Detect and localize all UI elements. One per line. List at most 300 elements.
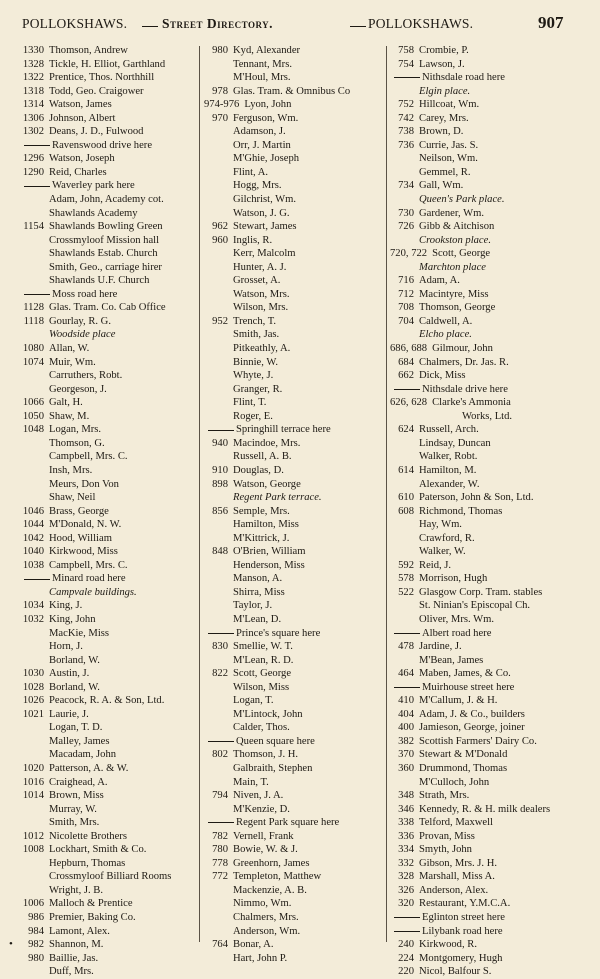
house-number: 1006 [22,898,44,910]
directory-entry [20,342,196,356]
directory-entry-continued [204,694,382,708]
occupant-name: Shirra, Miss [233,586,285,598]
directory-entry-continued [204,58,382,72]
directory-entry [390,44,590,58]
directory-entry [390,505,590,519]
directory-entry [20,518,196,532]
directory-entry [20,125,196,139]
directory-entry-continued [20,450,196,464]
directory-entry-continued [204,166,382,180]
occupant-name: Crossmyloof Mission hall [49,234,160,246]
directory-entry [390,762,590,776]
occupant-name: Lyon, John [244,99,292,111]
occupant-name: Hepburn, Thomas [49,857,126,869]
house-number: 974-976 [204,99,240,111]
directory-entry-continued [204,532,382,546]
house-number: 898 [212,478,228,490]
column-divider [386,46,387,942]
house-number: 1314 [22,99,44,111]
place-name: Elgin place. [419,85,471,97]
directory-entry-continued [390,437,590,451]
directory-entry-continued [390,776,590,790]
occupant-name: Adam, John, Academy cot. [49,194,164,206]
page-header [0,0,600,42]
occupant-name: M'Callum, J. & H. [419,695,498,707]
directory-entry-continued [204,207,382,221]
cross-street-label [390,383,508,397]
directory-entry-continued [20,803,196,817]
occupant-name: Lawson, J. [419,58,465,70]
occupant-name: Henderson, Miss [233,559,305,571]
occupant-name: Glas. Tram. & Omnibus Co [233,85,351,97]
directory-entry [390,708,590,722]
directory-entry [204,220,382,234]
occupant-name: Chalmers, Dr. Jas. R. [419,356,509,368]
place-name: Woodside place [49,329,116,341]
house-number: 1008 [22,844,44,856]
section-heading [390,328,590,342]
directory-entry-continued [390,532,590,546]
directory-entry [20,220,196,234]
cross-street-rule [394,917,420,918]
occupant-name: Roger, E. [233,410,273,422]
house-number: 778 [212,857,228,869]
house-number: 626, 628 [390,397,428,409]
directory-entry-continued [204,369,382,383]
directory-entry-continued [204,708,382,722]
directory-entry [20,44,196,58]
cross-street [20,179,196,193]
cross-street [20,288,196,302]
cross-street-rule [394,389,420,390]
occupant-name: Shawlands Estab. Church [49,248,158,260]
occupant-name: O'Brien, William [233,546,306,558]
occupant-name: Duff, Mrs. [49,966,94,978]
occupant-name: Bonar, A. [233,939,274,951]
occupant-name: Gibb & Aitchison [419,221,495,233]
place-name: Campvale buildings. [49,586,137,598]
directory-entry [390,830,590,844]
directory-entry [9,938,196,952]
house-number: 662 [398,370,414,382]
occupant-name: Brown, Miss [49,790,104,802]
section-heading [390,193,590,207]
occupant-name: Pitkeathly, A. [233,343,291,355]
directory-entry [20,667,196,681]
occupant-name: Hamilton, M. [419,464,477,476]
directory-entry-continued [204,586,382,600]
directory-entry [20,830,196,844]
cross-street-rule [24,579,50,580]
directory-entry [390,315,590,329]
directory-column-3 [390,44,590,978]
occupant-name: Calder, Thos. [233,722,290,734]
directory-entry-continued [204,721,382,735]
house-number: 370 [398,749,414,761]
directory-entry-continued [20,234,196,248]
cross-street-name: Waverley park here [52,180,135,192]
directory-column-1 [9,44,196,978]
directory-entry [20,85,196,99]
cross-street-label [20,139,152,153]
section-heading [20,328,196,342]
occupant-name: Watson, George [233,478,301,490]
directory-entry-continued [20,478,196,492]
occupant-name: Ferguson, Wm. [233,112,299,124]
directory-entry [204,437,382,451]
directory-entry [390,112,590,126]
occupant-name: Morrison, Hugh [419,573,488,585]
house-number: 1322 [22,72,44,84]
directory-entry-continued [20,274,196,288]
occupant-name: Hunter, A. J. [233,261,287,273]
house-number: 970 [212,112,228,124]
directory-entry-continued [204,261,382,275]
occupant-name: Vernell, Frank [233,830,294,842]
directory-entry [20,58,196,72]
directory-entry [20,505,196,519]
directory-entry [390,98,590,112]
occupant-name: Whyte, J. [233,370,274,382]
directory-entry-continued [20,735,196,749]
cross-street [204,627,382,641]
house-number: 712 [398,288,414,300]
occupant-name: Gall, Wm. [419,180,464,192]
cross-street-label [390,925,503,939]
directory-entry [390,789,590,803]
house-number: 982 [28,939,44,951]
occupant-name: Gibson, Mrs. J. H. [419,857,497,869]
occupant-name: Telford, Maxwell [419,817,493,829]
directory-entry [204,870,382,884]
directory-entry [20,423,196,437]
occupant-name: King, J. [49,600,83,612]
cross-street-name: Nithsdale road here [422,72,505,84]
directory-entry [204,505,382,519]
house-number: 848 [212,546,228,558]
directory-entry-continued [204,762,382,776]
cross-street-rule [394,931,420,932]
cross-street [20,139,196,153]
running-head-right: POLLOKSHAWS. [368,16,474,31]
house-number: 608 [398,505,414,517]
occupant-name: Richmond, Thomas [419,505,503,517]
house-number: 704 [398,315,414,327]
occupant-name: Georgeson, J. [49,383,107,395]
directory-entry-continued [204,925,382,939]
occupant-name: Kennedy, R. & H. milk dealers [419,803,551,815]
house-number: 1290 [22,166,44,178]
house-number: 1016 [22,776,44,788]
occupant-name: Wright, J. B. [49,884,104,896]
directory-entry [20,396,196,410]
house-number: 1046 [22,505,44,517]
directory-entry [390,586,590,600]
occupant-name: Greenhorn, James [233,857,310,869]
occupant-name: Binnie, W. [233,356,279,368]
occupant-name: M'Lean, D. [233,613,282,625]
directory-entry-continued [204,613,382,627]
occupant-name: Smellie, W. T. [233,641,293,653]
directory-entry [390,464,590,478]
occupant-name: Montgomery, Hugh [419,952,503,964]
occupant-name: Lindsay, Duncan [419,437,491,449]
house-number: 726 [398,221,414,233]
occupant-name: Provan, Miss [419,830,475,842]
directory-entry-continued [20,721,196,735]
occupant-name: Brass, George [49,505,109,517]
occupant-name: Tennant, Mrs. [233,58,292,70]
house-number: 742 [398,112,414,124]
occupant-name: Kirkwood, Miss [49,546,118,558]
occupant-name: Chalmers, Mrs. [233,912,299,923]
directory-entry [20,152,196,166]
directory-entry-continued [20,369,196,383]
house-number: 1026 [22,695,44,707]
house-number: 730 [398,207,414,219]
occupant-name: Insh, Mrs. [49,464,93,476]
house-number: 404 [398,708,414,720]
occupant-name: Nicolette Brothers [49,830,127,842]
occupant-name: M'Donald, N. W. [49,519,122,531]
directory-entry [20,762,196,776]
house-number: 1050 [22,410,44,422]
cross-street-name: Minard road here [52,573,126,585]
directory-entry [20,71,196,85]
directory-entry-continued [390,545,590,559]
occupant-name: Gourlay, R. G. [49,315,111,327]
house-number: 522 [398,586,414,598]
house-number: 984 [28,925,44,937]
occupant-name: Alexander, W. [419,478,480,490]
occupant-name: Hay, Wm. [419,519,462,531]
directory-entry-continued [204,599,382,613]
directory-entry-continued [204,328,382,342]
house-number: 1021 [22,708,44,720]
occupant-name: Glas. Tram. Co. Cab Office [49,302,166,314]
house-number: 1066 [22,397,44,409]
house-number: 758 [398,45,414,56]
occupant-name: St. Ninian's Episcopal Ch. [419,600,531,612]
house-number: 1034 [22,600,44,612]
occupant-name: Paterson, John & Son, Ltd. [419,492,534,504]
directory-entry [20,681,196,695]
house-number: 382 [398,735,414,747]
house-number: 610 [398,492,414,504]
house-number: 220 [398,966,414,978]
house-number: 1154 [23,221,44,233]
house-number: 764 [212,939,228,951]
directory-entry-continued [204,274,382,288]
cross-street-rule [394,77,420,78]
house-number: 1302 [22,126,44,138]
directory-entry-continued [20,627,196,641]
cross-street-name: Ravenswood drive here [52,139,153,151]
directory-entry-continued [390,152,590,166]
directory-entry [20,599,196,613]
directory-entry [20,545,196,559]
house-number: 738 [398,126,414,138]
house-number: 332 [398,857,414,869]
occupant-name: Borland, W. [49,654,100,666]
house-number: 708 [398,302,414,314]
directory-entry-continued [390,450,590,464]
cross-street-name: Eglinton street here [422,912,505,923]
directory-entry [20,559,196,573]
house-number: 624 [398,424,414,436]
directory-entry [390,721,590,735]
occupant-name: Crombie, P. [419,45,469,56]
house-number: 464 [398,668,414,680]
occupant-name: Logan, T. [233,695,274,707]
directory-entry [20,911,196,925]
house-number: 754 [398,58,414,70]
cross-street-name: Regent Park square here [236,817,340,829]
directory-entry [390,857,590,871]
occupant-name: Currie, Jas. S. [419,139,479,151]
occupant-name: Crawford, R. [419,532,475,544]
cross-street [390,681,590,695]
occupant-name: Campbell, Mrs. C. [49,559,128,571]
occupant-name: Lockhart, Smith & Co. [49,844,147,856]
occupant-name: M'Houl, Mrs. [233,72,291,84]
directory-entry [204,843,382,857]
house-number: 336 [398,830,414,842]
section-heading [390,261,590,275]
directory-entry [204,234,382,248]
house-number: 1032 [22,613,44,625]
directory-entry-continued [20,640,196,654]
cross-street [390,627,590,641]
directory-entry [20,410,196,424]
directory-entry [390,179,590,193]
directory-entry [20,952,196,966]
cross-street-rule [394,633,420,634]
house-number: 940 [212,437,228,449]
directory-entry [390,220,590,234]
directory-entry [390,897,590,911]
occupant-name: Russell, Arch. [419,424,479,436]
directory-entry [390,884,590,898]
directory-entry-continued [20,884,196,898]
house-number: 614 [398,464,414,476]
directory-entry [20,112,196,126]
directory-entry-continued [204,410,382,424]
directory-entry [204,857,382,871]
occupant-name: Meurs, Don Von [49,478,119,490]
directory-entry [204,938,382,952]
occupant-name: M'Kenzie, D. [233,803,290,815]
column-divider [199,46,200,942]
house-number: 400 [398,722,414,734]
occupant-name: Smyth, John [419,844,472,856]
occupant-name: Marshall, Miss A. [419,871,495,883]
directory-entry-continued [204,396,382,410]
directory-entry-continued [204,911,382,925]
place-name: Queen's Park place. [419,194,505,206]
directory-entry [390,247,590,261]
occupant-name: Restaurant, Y.M.C.A. [419,898,511,910]
cross-street-label [20,288,117,302]
house-number: 320 [398,898,414,910]
occupant-name: Adam, A. [419,275,460,287]
directory-entry-continued [20,193,196,207]
occupant-name: Shaw, M. [49,410,90,422]
occupant-name: Muir, Wm. [49,356,96,368]
page-number: 907 [538,13,564,32]
directory-entry-continued [20,491,196,505]
occupant-name: Jamieson, George, joiner [419,722,525,734]
occupant-name: Crossmyloof Billiard Rooms [49,871,172,883]
cross-street-rule [394,687,420,688]
occupant-name: Gilchrist, Wm. [233,194,297,206]
cross-street-label [20,572,126,586]
house-number: 1296 [22,153,44,165]
cross-street-rule [24,186,50,187]
occupant-name: Macindoe, Mrs. [233,437,301,449]
occupant-name: Clarke's Ammonia [432,397,511,409]
directory-entry-continued [204,288,382,302]
directory-entry [390,843,590,857]
directory-entry-continued [204,152,382,166]
occupant-name: Peacock, R. A. & Son, Ltd. [49,695,165,707]
directory-entry [390,369,590,383]
directory-entry [390,125,590,139]
occupant-name: M'Kittrick, J. [233,532,290,544]
directory-entry-continued [390,166,590,180]
occupant-name: Patterson, A. & W. [49,762,129,774]
directory-entry-continued [204,71,382,85]
occupant-name: Main, T. [233,776,269,788]
occupant-name: King, John [49,613,96,625]
occupant-name: Logan, Mrs. [49,424,102,436]
occupant-name: Smith, Mrs. [49,817,100,829]
house-number: 734 [398,180,414,192]
cross-street [390,383,590,397]
directory-entry [390,356,590,370]
directory-entry [20,843,196,857]
directory-entry-continued [20,965,196,979]
running-head-left: POLLOKSHAWS. [22,16,128,31]
directory-entry [20,356,196,370]
occupant-name: Works, Ltd. [462,410,513,422]
house-number: 1020 [22,762,44,774]
occupant-name: Dick, Miss [419,370,466,382]
header-rule-right [350,26,366,27]
house-number: 328 [398,871,414,883]
occupant-name: Tickle, H. Elliot, Garthland [49,58,166,70]
directory-entry [390,748,590,762]
directory-entry [390,301,590,315]
house-number: 802 [212,749,228,761]
directory-entry [20,301,196,315]
house-number: 338 [398,817,414,829]
occupant-name: Taylor, J. [233,600,273,612]
directory-entry [390,803,590,817]
occupant-name: Shannon, M. [49,939,104,951]
occupant-name: Neilson, Wm. [419,153,478,165]
directory-entry-continued [20,816,196,830]
directory-entry [204,464,382,478]
house-number: 410 [398,695,414,707]
directory-entry-continued [204,559,382,573]
cross-street [204,423,382,437]
directory-entry [390,58,590,72]
occupant-name: Watson, James [49,99,112,111]
house-number: 240 [398,939,414,951]
directory-entry-continued [204,776,382,790]
house-number: 346 [398,803,414,815]
